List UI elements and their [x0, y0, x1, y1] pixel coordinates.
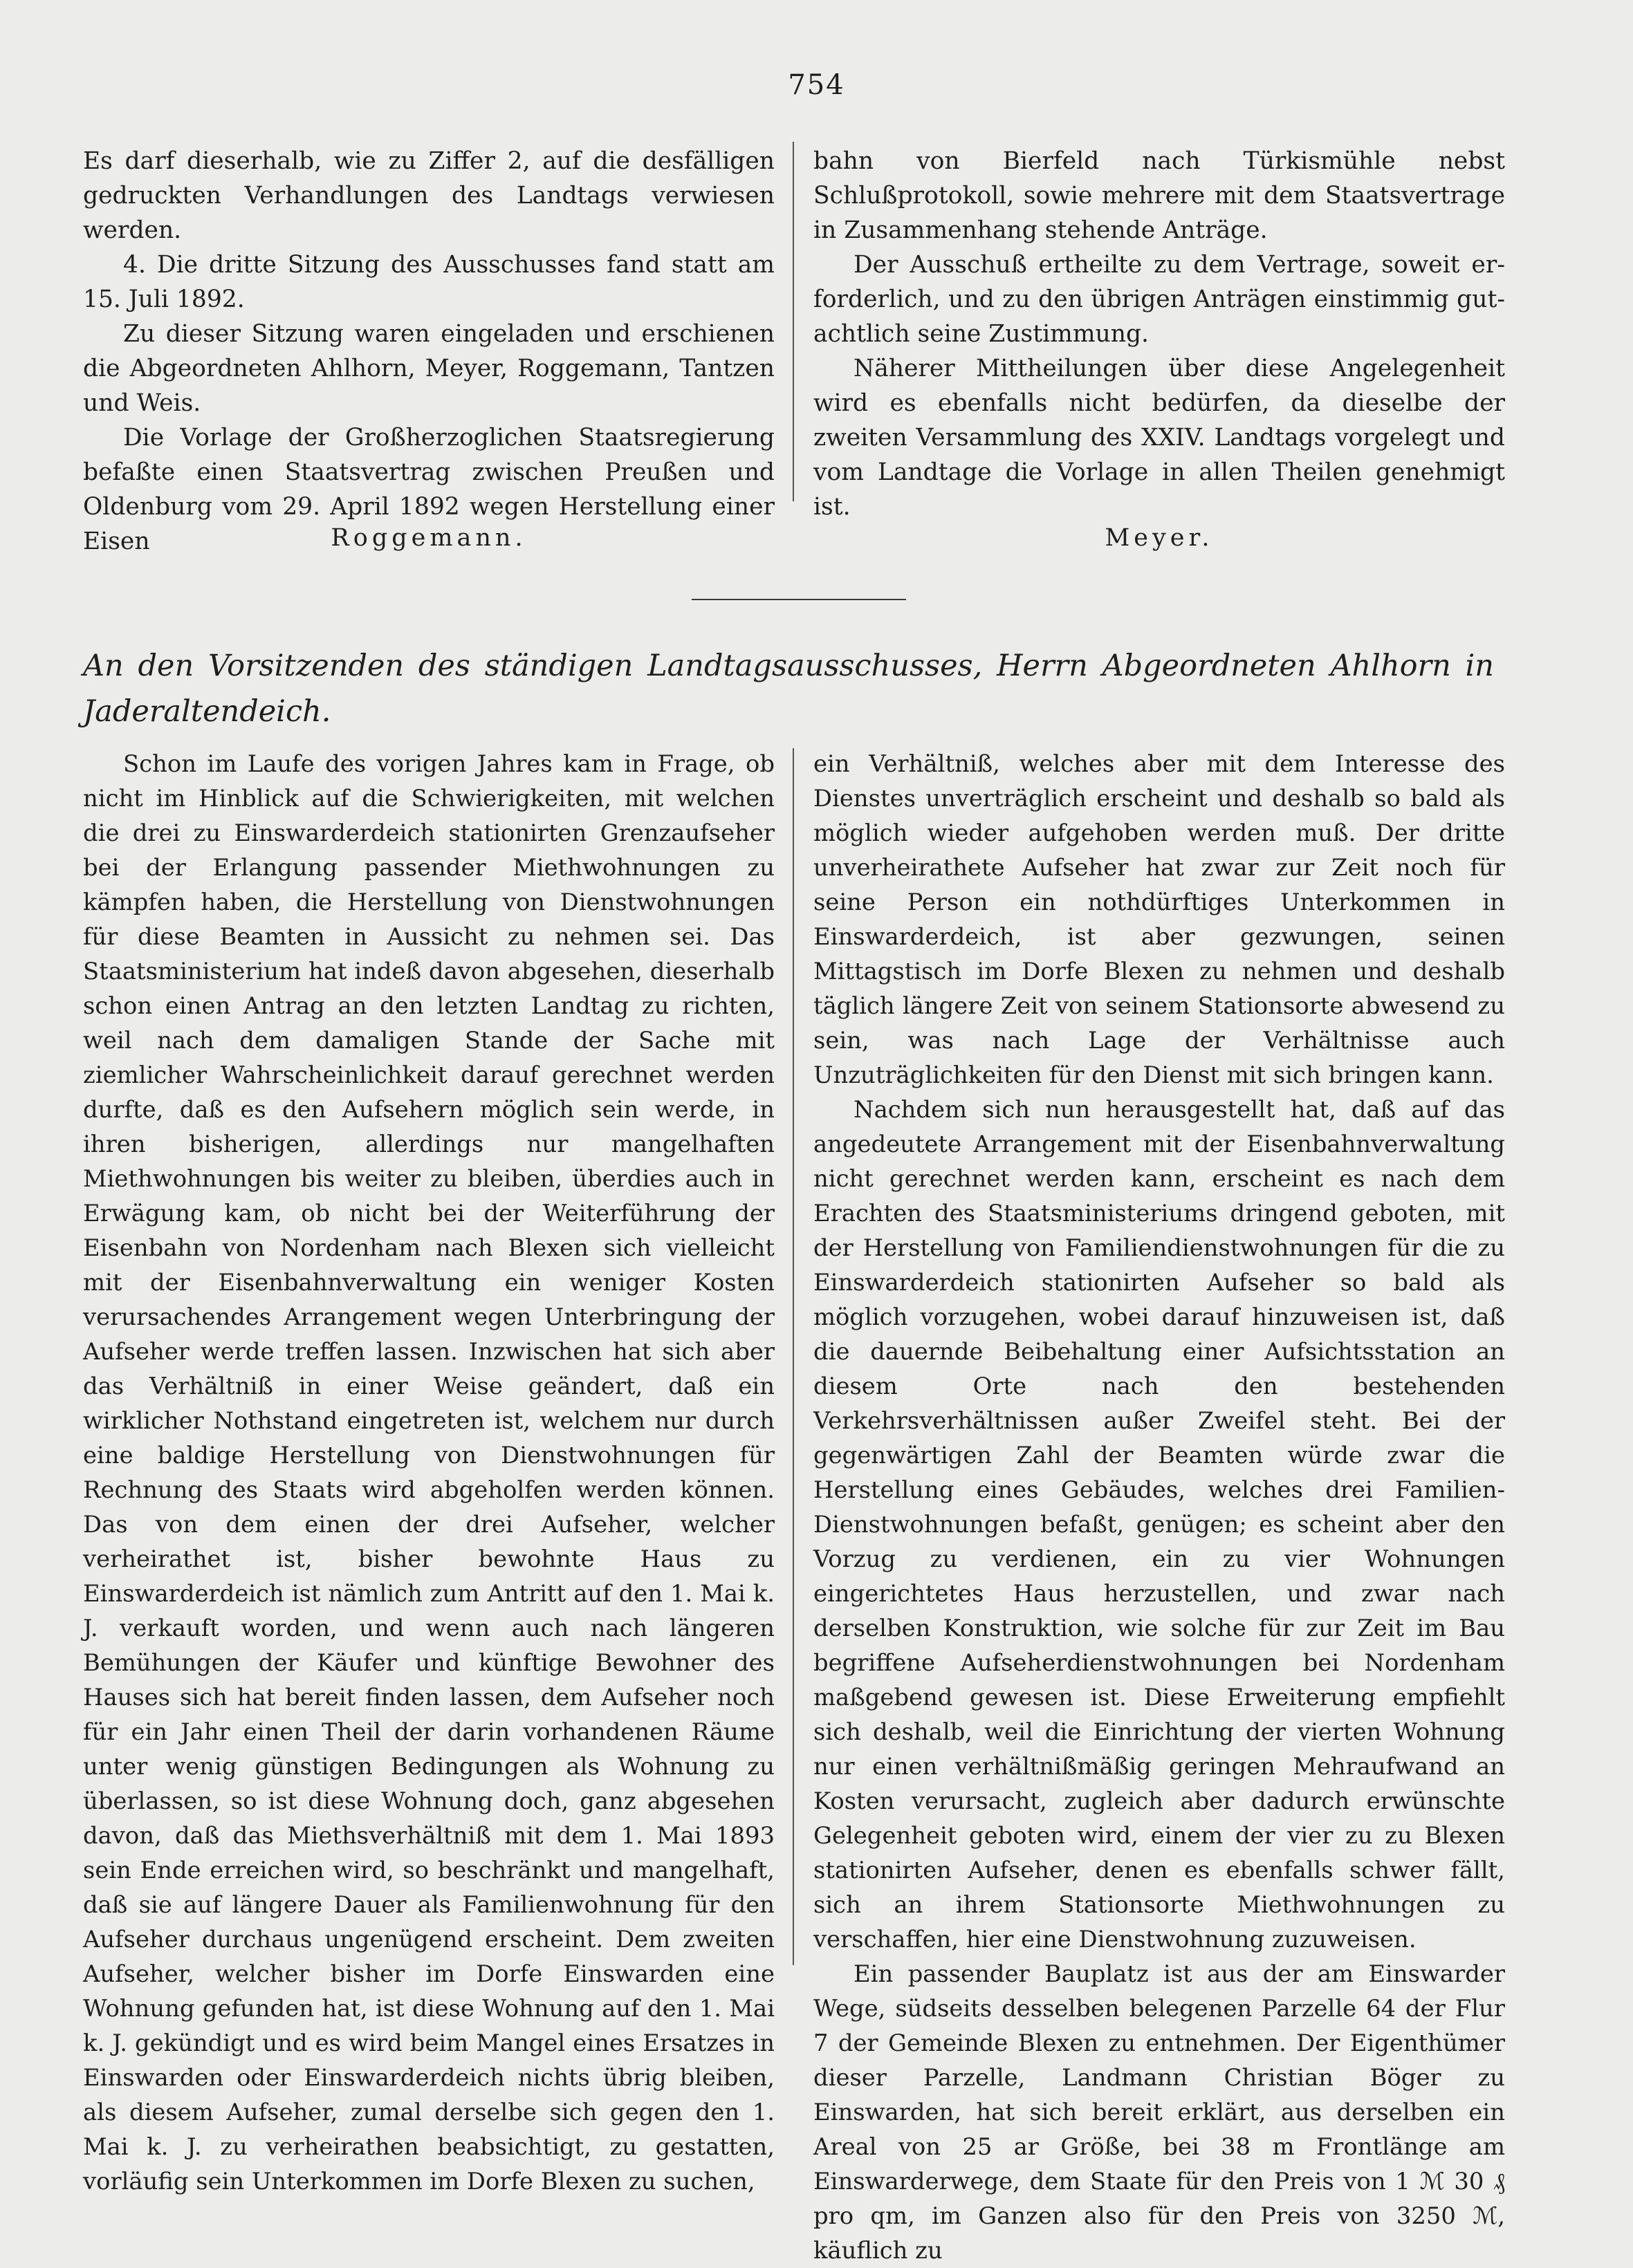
paragraph: Nachdem sich nun herausgestellt hat, daß auf das angedeutete Arrangement mit der Eisenbahnverwaltung nicht gerechnet werden kann, erscheint es nach dem Erachten des Staatsministeriums dringend geboten, mit der Herstellung von Familiendienstwohnungen für die zu Einswarderdeich stationirten Aufseher so bald als möglich vorzugehen, wobei darauf hinzuweisen ist, daß die dauernde Beibehaltung einer Aufsichtsstation an diesem Orte nach den bestehenden Verkehrsverhältnissen außer Zweifel steht. Bei der gegenwärtigen Zahl der Beamten würde zwar die Herstellung eines Gebäudes, welches drei Familien-Dienstwohnungen befaßt, genügen; es scheint aber den Vorzug zu verdienen, ein zu vier Wohnungen eingerichtetes Haus herzustellen, und zwar nach derselben Konstruktion, wie solche für zur Zeit im Bau begriffene Aufseherdienstwohnungen bei Nordenham maßgebend gewesen ist. Diese Erweiterung empfiehlt sich deshalb, weil die Einrichtung der vierten Wohnung nur einen verhältnißmäßig geringen Mehraufwand an Kosten verursacht, zugleich aber dadurch erwünschte Gelegenheit geboten wird, einem der vier zu zu Blexen stationirten Aufseher, denen es ebenfalls schwer fällt, sich an ihrem Stationsorte Miethwohnungen zu verschaffen, hier eine Dienstwohnung zuzuweisen. [813, 1096, 1505, 1953]
paragraph: Es darf dieserhalb, wie zu Ziffer 2, auf die desfälligen gedruckten Verhandlungen des Landtags verwiesen werden. [83, 147, 775, 244]
column-divider [793, 748, 794, 1965]
paragraph: bahn von Bierfeld nach Türkismühle nebst Schlußprotokoll, sowie mehrere mit dem Staatsvertrage in Zusammenhang stehende Anträge. [813, 147, 1505, 244]
top-left-column [83, 144, 775, 559]
section-separator [692, 599, 906, 600]
paragraph: Ein passender Bauplatz ist aus der am Einswarder Wege, südseits desselben belegenen Parzelle 64 der Flur 7 der Gemeinde Blexen zu entnehmen. Der Eigenthümer dieser Parzelle, Landmann Christian Böger zu Einswarden, hat sich bereit erklärt, aus derselben ein Areal von 25 ar Größe, bei 38 m Frontlänge am Einswarderwege, dem Staate für den Preis von 1 ℳ 30 ₰ pro qm, im Ganzen also für den Preis von 3250 ℳ, käuflich zu [813, 1960, 1505, 2264]
letter-heading: An den Vorsitzenden des ständigen Landtagsausschusses, Herrn Abgeordneten Ahlhorn in Jaderaltendeich. [83, 649, 1494, 729]
paragraph: Die Vorlage der Großherzoglichen Staatsregierung befaßte einen Staatsvertrag zwischen Preußen und Oldenburg vom 29. April 1892 wegen Herstellung einer Eisen [83, 424, 775, 555]
paragraph: Der Ausschuß ertheilte zu dem Vertrage, soweit erforderlich, und zu den übrigen Anträgen einstimmig gutachtlich seine Zustimmung. [813, 251, 1505, 348]
bottom-right-column [813, 747, 1505, 2268]
bottom-left-column [83, 747, 775, 2199]
paragraph: Zu dieser Sitzung waren eingeladen und erschienen die Abgeordneten Ahlhorn, Meyer, Roggemann, Tantzen und Weis. [83, 320, 775, 417]
signature-meyer: Meyer. [1105, 524, 1214, 552]
paragraph: Schon im Laufe des vorigen Jahres kam in Frage, ob nicht im Hinblick auf die Schwierigkeiten, mit welchen die drei zu Einswarderdeich stationirten Grenzaufseher bei der Erlangung passender Miethwohnungen zu kämpfen haben, die Herstellung von Dienstwohnungen für diese Beamten in Aussicht zu nehmen sei. Das Staatsministerium hat indeß davon abgesehen, dieserhalb schon einen Antrag an den letzten Landtag zu richten, weil nach dem damaligen Stande der Sache mit ziemlicher Wahrscheinlichkeit darauf gerechnet werden durfte, daß es den Aufsehern möglich sein werde, in ihren bisherigen, allerdings nur mangelhaften Miethwohnungen bis weiter zu bleiben, überdies auch in Erwägung kam, ob nicht bei der Weiterführung der Eisenbahn von Nordenham nach Blexen sich vielleicht mit der Eisenbahnverwaltung ein weniger Kosten verursachendes Arrangement wegen Unterbringung der Aufseher werde treffen lassen. Inzwischen hat sich aber das Verhältniß in einer Weise geändert, daß ein wirklicher Nothstand eingetreten ist, welchem nur durch eine baldige Herstellung von Dienstwohnungen für Rechnung des Staats wird abgeholfen werden können. Das von dem einen der drei Aufseher, welcher verheirathet ist, bisher bewohnte Haus zu Einswarderdeich ist nämlich zum Antritt auf den 1. Mai k. J. verkauft worden, und wenn auch nach längeren Bemühungen der Käufer und künftige Bewohner des Hauses sich hat bereit finden lassen, dem Aufseher noch für ein Jahr einen Theil der darin vorhandenen Räume unter wenig günstigen Bedingungen als Wohnung zu überlassen, so ist diese Wohnung doch, ganz abgesehen davon, daß das Miethsverhältniß mit dem 1. Mai 1893 sein Ende erreichen wird, so beschränkt und mangelhaft, daß sie auf längere Dauer als Familienwohnung für den Aufseher durchaus ungenügend erscheint. Dem zweiten Aufseher, welcher bisher im Dorfe Einswarden eine Wohnung gefunden hat, ist diese Wohnung auf den 1. Mai k. J. gekündigt und es wird beim Mangel eines Ersatzes in Einswarden oder Einswarderdeich nichts übrig bleiben, als diesem Aufseher, zumal derselbe sich gegen den 1. Mai k. J. zu verheirathen beabsichtigt, zu gestatten, vorläufig sein Unterkommen im Dorfe Blexen zu suchen, [83, 750, 775, 2195]
top-right-column [813, 144, 1505, 524]
paragraph: Näherer Mittheilungen über diese Angelegenheit wird es ebenfalls nicht bedürfen, da dieselbe der zweiten Versammlung des XXIV. Landtags vorgelegt und vom Landtage die Vorlage in allen Theilen genehmigt ist. [813, 355, 1505, 521]
signature-roggemann: Roggemann. [331, 524, 527, 552]
page-number: 754 [788, 69, 845, 101]
paragraph: 4. Die dritte Sitzung des Ausschusses fand statt am 15. Juli 1892. [83, 251, 775, 313]
column-divider [793, 142, 794, 501]
paragraph: ein Verhältniß, welches aber mit dem Interesse des Dienstes unverträglich erscheint und deshalb so bald als möglich wieder aufgehoben werden muß. Der dritte unverheirathete Aufseher hat zwar zur Zeit noch für seine Person ein nothdürftiges Unterkommen in Einswarderdeich, ist aber gezwungen, seinen Mittagstisch im Dorfe Blexen zu nehmen und deshalb täglich längere Zeit von seinem Stationsorte abwesend zu sein, was nach Lage der Verhältnisse auch Unzuträglichkeiten für den Dienst mit sich bringen kann. [813, 750, 1505, 1088]
